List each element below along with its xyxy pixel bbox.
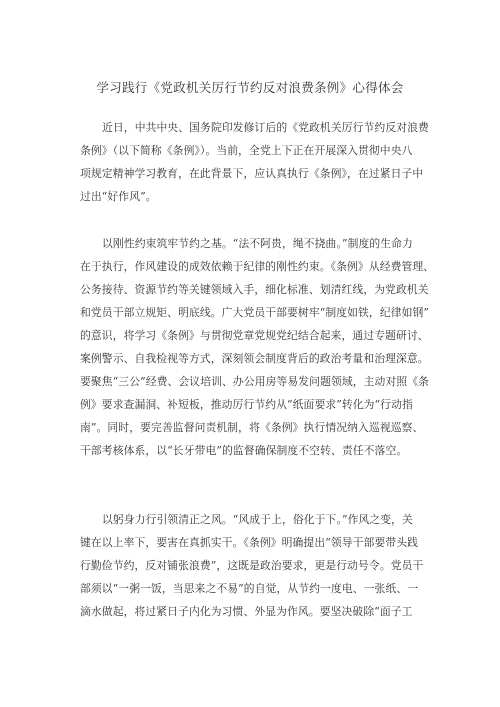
paragraph-line: 滴水做起，将过紧日子内化为习惯、外显为作风。要坚决破除“面子工: [80, 605, 413, 618]
paragraph-2: [80, 232, 440, 462]
document-title: 学习践行《党政机关厉行节约反对浪费条例》心得体会: [96, 80, 404, 95]
paragraph-line: 南”。同时，要完善监督问责机制，将《条例》执行情况纳入巡视巡察、: [80, 421, 424, 434]
paragraph-1: [80, 116, 440, 208]
paragraph-line: 以刚性约束筑牢节约之基。“法不阿贵，绳不挠曲。”制度的生命力: [102, 237, 413, 250]
paragraph-line: 条例》（以下简称《条例》）。当前，全党上下正在开展深入贯彻中央八: [80, 144, 413, 157]
paragraph-line: 部须以“一粥一饭，当思来之不易”的自觉，从节约一度电、一张纸、一: [80, 582, 419, 595]
paragraph-line: 行勤俭节约，反对铺张浪费”，这既是政治要求，更是行动号令。党员干: [80, 559, 424, 572]
paragraph-line: 案例警示、自我检视等方式，深刻领会制度背后的政治考量和治理深意。: [80, 352, 429, 365]
paragraph-line: 过出“好作风”。: [80, 190, 157, 203]
paragraph-line: 在于执行，作风建设的成效依赖于纪律的刚性约束。《条例》从经费管理、: [80, 260, 435, 273]
paragraph-3: [80, 508, 440, 623]
paragraph-line: 和党员干部立规矩、明底线。广大党员干部要树牢“制度如铁，纪律如钢”: [80, 306, 430, 319]
paragraph-line: 项规定精神学习教育，在此背景下，应认真执行《条例》，在过紧日子中: [80, 167, 424, 180]
paragraph-line: 干部考核体系，以“长牙带电”的监督确保制度不空转、责任不落空。: [80, 444, 408, 457]
paragraph-line: 近日，中共中央、国务院印发修订后的《党政机关厉行节约反对浪费: [102, 121, 429, 134]
paragraph-line: 要聚焦“三公”经费、会议培训、办公用房等易发问题领域，主动对照《条: [80, 375, 430, 388]
paragraph-line: 的意识，将学习《条例》与贯彻党章党规党纪结合起来，通过专题研讨、: [80, 329, 429, 342]
paragraph-line: 例》要求查漏洞、补短板，推动厉行节约从“纸面要求”转化为“行动指: [80, 398, 413, 411]
paragraph-line: 公务接待、资源节约等关键领域入手，细化标准、划清红线，为党政机关: [80, 283, 429, 296]
paragraph-line: 键在以上率下，要害在真抓实干。《条例》明确提出“领导干部要带头践: [80, 536, 419, 549]
paragraph-line: 以躬身力行引领清正之风。“风成于上，俗化于下。”作风之变，关: [102, 513, 413, 526]
